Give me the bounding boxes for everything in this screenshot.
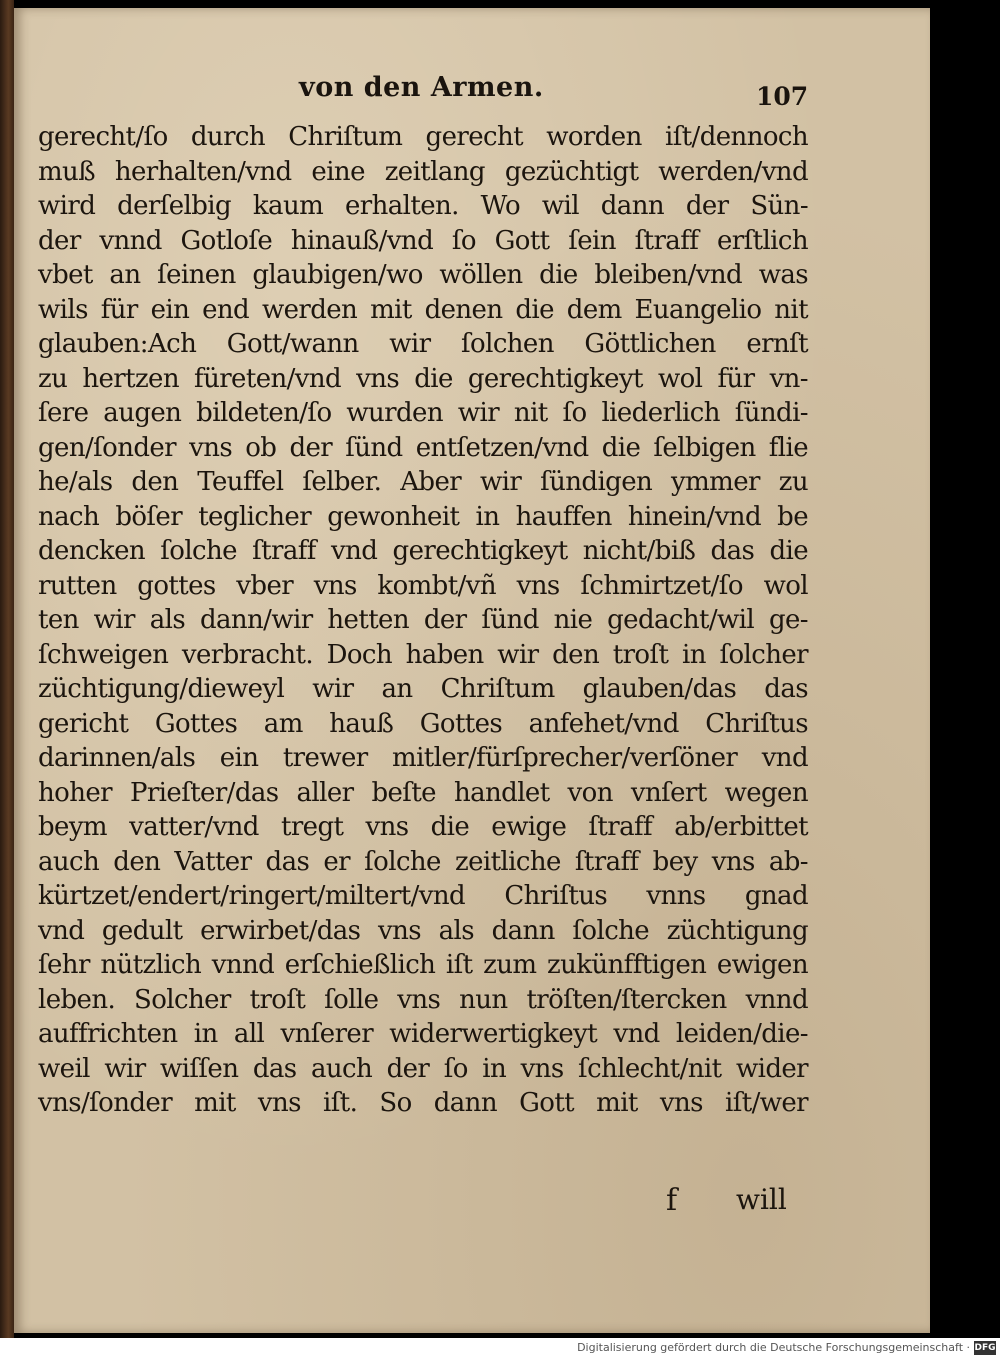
- text-line: muß herhalten/vnd eine zeitlang gezüchtigt werden/vnd: [38, 156, 808, 187]
- footer-credit: Digitalisierung gefördert durch die Deutsche Forschungsgemeinschaft ·: [577, 1341, 970, 1354]
- book-page: [14, 8, 930, 1333]
- text-line: ſchweigen verbracht. Doch haben wir den troſt in ſolcher: [38, 639, 808, 670]
- text-line: wird derſelbig kaum erhalten. Wo wil dann der Sün-: [38, 191, 808, 221]
- catchword: will: [736, 1183, 787, 1216]
- signature-mark: f: [666, 1183, 678, 1218]
- book-binding-edge: [0, 0, 14, 1338]
- text-line: wils für ein end werden mit denen die dem Euangelio nit: [38, 294, 808, 325]
- text-line: hoher Prieſter/das aller beſte handlet von vnſert wegen: [38, 777, 808, 808]
- running-head: von den Armen.: [299, 72, 544, 103]
- text-line: gen/ſonder vns ob der ſünd entſetzen/vnd die ſelbigen flie: [38, 432, 808, 463]
- text-line: ten wir als dann/wir hetten der ſünd nie gedacht/wil ge-: [38, 605, 808, 635]
- text-line: darinnen/als ein trewer mitler/fürſprecher/verſöner vnd: [38, 743, 808, 773]
- text-line: beym vatter/vnd tregt vns die ewige ſtraff ab/erbittet: [38, 812, 808, 842]
- text-line: vnd gedult erwirbet/das vns als dann ſolche züchtigung: [38, 915, 808, 946]
- text-line: nach böſer teglicher gewonheit in hauffen hinein/vnd be: [38, 501, 808, 532]
- text-line: weil wir wiſſen das auch der ſo in vns ſchlecht/nit wider: [38, 1053, 808, 1084]
- text-line: rutten gottes vber vns kombt/vñ vns ſchmirtzet/ſo wol: [38, 570, 808, 601]
- text-line: he/als den Teuffel ſelber. Aber wir ſündigen ymmer zu: [38, 467, 808, 497]
- page-number: 107: [756, 82, 809, 111]
- text-line: glauben:Ach Gott/wann wir ſolchen Göttlichen ernſt: [38, 329, 808, 359]
- text-line: zu hertzen füreten/vnd vns die gerechtigkeyt wol für vn-: [38, 363, 808, 394]
- text-line: gerecht/ſo durch Chriſtum gerecht worden iſt/dennoch: [38, 122, 808, 152]
- text-line: auffrichten in all vnſerer widerwertigkeyt vnd leiden/die-: [38, 1019, 808, 1049]
- text-line: auch den Vatter das er ſolche zeitliche ſtraff bey vns ab-: [38, 846, 808, 877]
- text-line: kürtzet/endert/ringert/miltert/vnd Chriſtus vnns gnad: [38, 881, 808, 911]
- dfg-logo-icon: DFG: [974, 1343, 996, 1353]
- text-line: züchtigung/dieweyl wir an Chriſtum glauben/das das: [38, 674, 808, 704]
- body-text: [38, 120, 808, 1121]
- text-line: leben. Solcher troſt ſolle vns nun tröſten/ſtercken vnnd: [38, 984, 808, 1015]
- text-line: dencken ſolche ſtraff vnd gerechtigkeyt nicht/biß das die: [38, 536, 808, 566]
- text-line: vbet an ſeinen glaubigen/wo wöllen die bleiben/vnd was: [38, 260, 808, 290]
- footer-bar: [0, 1338, 1000, 1359]
- text-line: gericht Gottes am hauß Gottes anfehet/vnd Chriſtus: [38, 708, 808, 739]
- text-line: ſehr nützlich vnnd erſchießlich iſt zum zukünfftigen ewigen: [38, 950, 808, 980]
- text-line: der vnnd Gotloſe hinauß/vnd ſo Gott ſein ſtraff erſtlich: [38, 225, 808, 256]
- text-line: ſere augen bildeten/ſo wurden wir nit ſo liederlich ſündi-: [38, 398, 808, 428]
- text-line: vns/ſonder mit vns iſt. So dann Gott mit vns iſt/wer: [38, 1088, 808, 1118]
